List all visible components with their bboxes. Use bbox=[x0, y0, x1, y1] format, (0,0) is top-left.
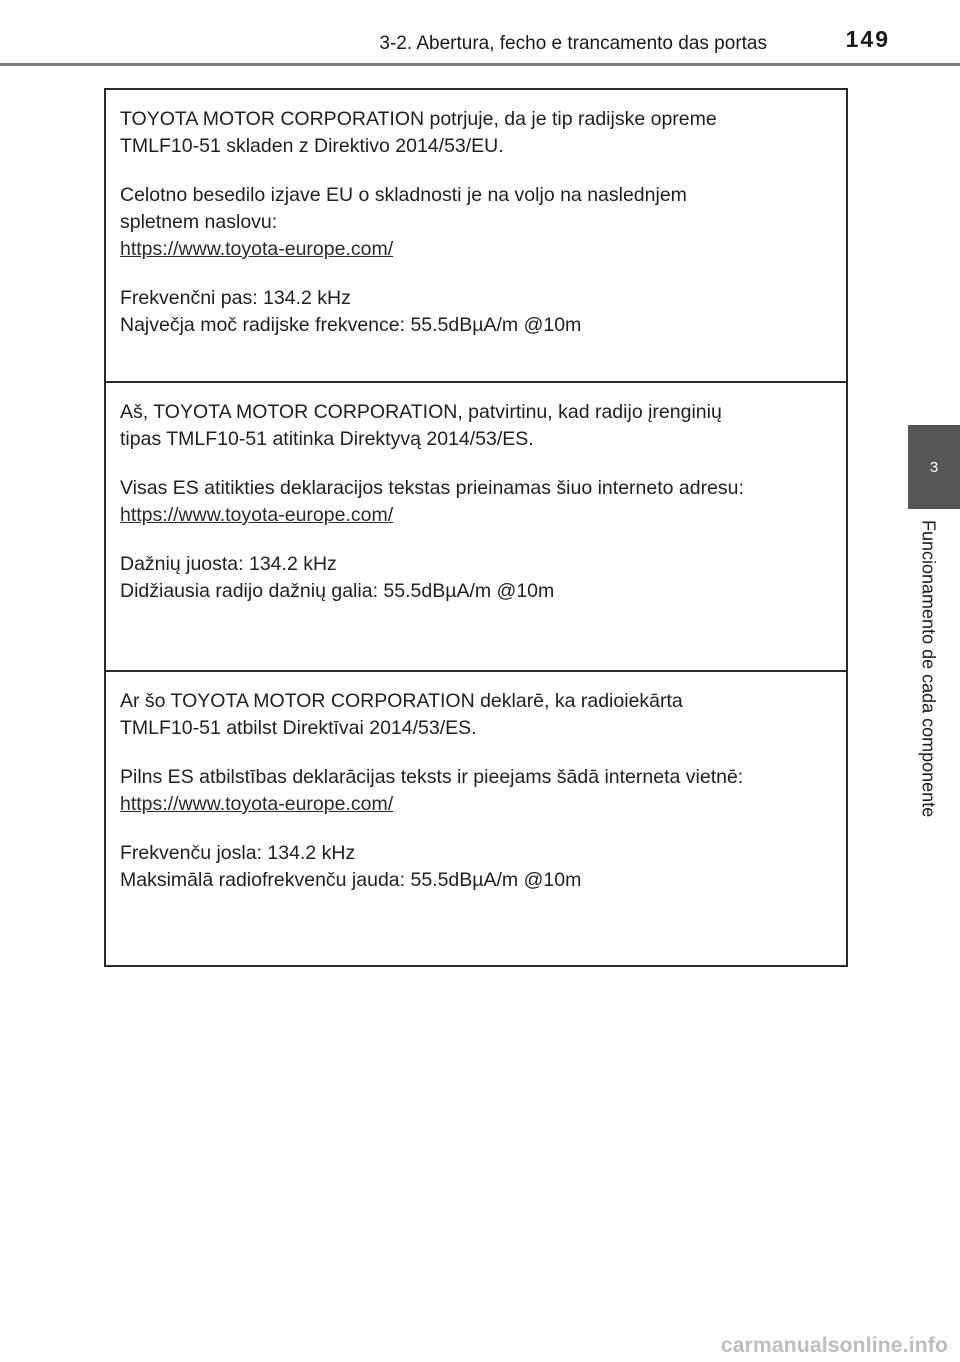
chapter-label bbox=[913, 520, 943, 865]
declaration-url-link[interactable]: https://www.toyota-europe.com/ bbox=[120, 793, 394, 815]
full-text-line: Pilns ES atbilstības deklarācijas teksts ir pieejams šādā interneta vietnē: bbox=[120, 766, 744, 788]
max-power: Največja moč radijske frekvence: 55.5dBµA/m @10m bbox=[120, 314, 582, 336]
max-power: Maksimālā radiofrekvenču jauda: 55.5dBµA/m @10m bbox=[120, 869, 582, 891]
declaration-slovenian bbox=[106, 90, 846, 383]
watermark: carmanualsonline.info bbox=[720, 1334, 948, 1357]
chapter-label-text: Funcionamento de cada componente bbox=[918, 520, 939, 818]
declaration-latvian bbox=[106, 672, 846, 965]
statement-line: TOYOTA MOTOR CORPORATION potrjuje, da je tip radijske opreme bbox=[120, 108, 717, 130]
chapter-tab bbox=[908, 425, 960, 509]
section-title: 3-2. Abertura, fecho e trancamento das portas bbox=[379, 33, 767, 54]
declaration-url-link[interactable]: https://www.toyota-europe.com/ bbox=[120, 504, 394, 526]
declaration-url-link[interactable]: https://www.toyota-europe.com/ bbox=[120, 238, 394, 260]
page-header bbox=[0, 0, 960, 68]
statement-line: Ar šo TOYOTA MOTOR CORPORATION deklarē, ka radioiekārta bbox=[120, 690, 683, 712]
declaration-table bbox=[104, 88, 848, 967]
full-text-line: Celotno besedilo izjave EU o skladnosti je na voljo na naslednjem bbox=[120, 184, 687, 206]
statement-line: TMLF10-51 atbilst Direktīvai 2014/53/ES. bbox=[120, 717, 477, 739]
frequency-band: Frekvenču josla: 134.2 kHz bbox=[120, 842, 356, 864]
page-number: 149 bbox=[845, 26, 890, 52]
header-divider bbox=[0, 63, 960, 66]
full-text-line: Visas ES atitikties deklaracijos tekstas prieinamas šiuo interneto adresu: bbox=[120, 477, 744, 499]
frequency-band: Frekvenčni pas: 134.2 kHz bbox=[120, 287, 351, 309]
declaration-lithuanian bbox=[106, 383, 846, 672]
statement-line: tipas TMLF10-51 atitinka Direktyvą 2014/53/ES. bbox=[120, 428, 534, 450]
full-text-line: spletnem naslovu: bbox=[120, 211, 278, 233]
statement-line: TMLF10-51 skladen z Direktivo 2014/53/EU. bbox=[120, 135, 504, 157]
chapter-number: 3 bbox=[929, 458, 939, 476]
max-power: Didžiausia radijo dažnių galia: 55.5dBµA/m @10m bbox=[120, 580, 555, 602]
frequency-band: Dažnių juosta: 134.2 kHz bbox=[120, 553, 337, 575]
statement-line: Aš, TOYOTA MOTOR CORPORATION, patvirtinu, kad radijo įrenginių bbox=[120, 401, 722, 423]
